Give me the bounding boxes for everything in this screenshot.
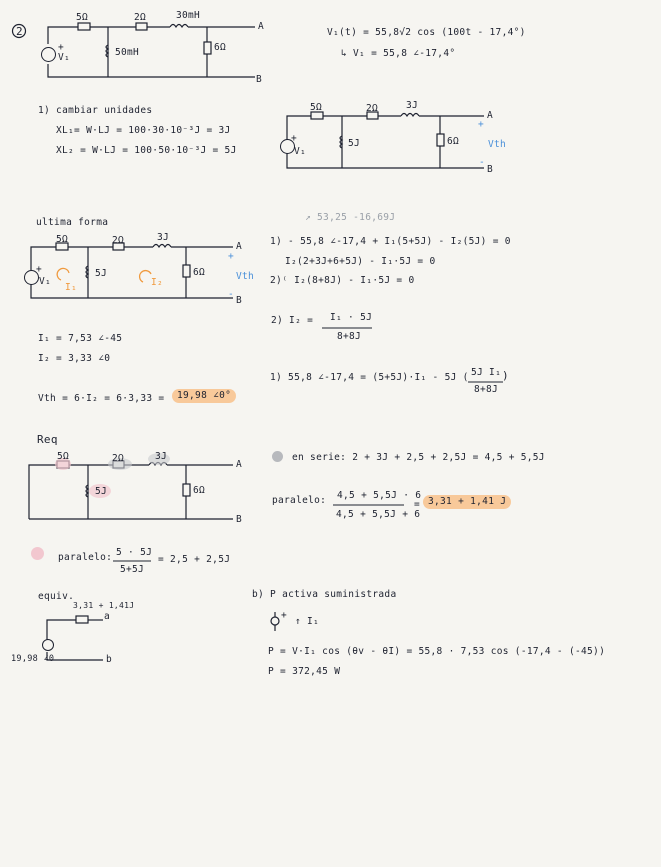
paralelo1-label: paralelo: (58, 552, 113, 563)
power-eq1: P = V·I₁ cos (θv - θI) = 55,8 · 7,53 cos (-17,4 - (-45)) (268, 646, 606, 657)
mesh-eq3-close: ) (502, 369, 509, 382)
u-vth-label: Vth (236, 271, 255, 282)
req-x2-label: 5J (95, 486, 108, 497)
power-eq2: P = 372,45 W (268, 666, 341, 677)
req-title: Req (37, 433, 58, 446)
result-i1: I₁ = 7,53 ∠-45 (38, 333, 123, 344)
mesh-eq2c-num: I₁ · 5J (330, 312, 373, 323)
equiv-title: equiv. (38, 591, 75, 602)
mesh-i1-arrow (57, 268, 69, 280)
c2-vth-label: Vth (488, 139, 507, 150)
power-title: b) P activa suministrada (252, 589, 397, 600)
c2-x1-label: 3J (406, 100, 419, 111)
equiv-node-a: a (104, 611, 111, 622)
pink-marker-dot (31, 547, 44, 560)
c2-r2-label: 2Ω (366, 103, 379, 114)
resistor-6-ohm (204, 42, 211, 54)
equiv-node-b: b (106, 654, 113, 665)
c2-node-b: B (487, 164, 494, 175)
u-node-a: A (236, 241, 243, 252)
result-vth-left: Vth = 6·I₂ = 6·3,33 = (38, 393, 165, 404)
req-node-a: A (236, 459, 243, 470)
paralelo1-result: = 2,5 + 2,5J (158, 554, 231, 565)
serie-text: en serie: 2 + 3J + 2,5 + 2,5J = 4,5 + 5,5J (292, 452, 545, 463)
u-plus-source: + (36, 264, 43, 275)
mesh-eq3-den: 8+8J (474, 384, 499, 395)
c2-plus-source: + (291, 133, 298, 144)
resistor-2-ohm (136, 23, 147, 30)
paralelo1-den: 5+5J (120, 564, 145, 575)
c1-node-a: A (258, 21, 265, 32)
u-i1-label: I₁ (65, 282, 78, 293)
u-x2-label: 5J (95, 268, 108, 279)
power-plus: + (281, 610, 288, 621)
circuit-equiv-wires (47, 616, 103, 660)
u-i2-label: I₂ (151, 277, 164, 288)
req-node-b: B (236, 514, 243, 525)
mesh-annotation: ↗ 53,25 -16,69J (305, 212, 396, 223)
power-source-symbol (271, 612, 279, 631)
c2-r1-label: 5Ω (310, 102, 323, 113)
u-minus: - (228, 289, 235, 300)
c2-source-label: V₁ (294, 146, 307, 157)
result-vth-value: 19,98 ∠0° (172, 389, 236, 403)
u-node-b: B (236, 295, 243, 306)
req-r3-label: 6Ω (193, 485, 206, 496)
c1-node-b: B (256, 74, 263, 85)
mesh-eq3-left: 1) 55,8 ∠-17,4 = (5+5J)·I₁ - 5J ( (270, 372, 469, 383)
req-x1-label: 3J (155, 451, 168, 462)
mesh-i2-arrow (140, 271, 151, 282)
req-r2-label: 2Ω (112, 453, 125, 464)
equiv-source: 19,98 ∠0 (11, 654, 55, 664)
c1-l2-label: 50mH (115, 47, 140, 58)
c2-minus: - (479, 157, 486, 168)
c2-node-a: A (487, 110, 494, 121)
mesh-eq2b: 2)⁽ I₂(8+8J) - I₁·5J = 0 (270, 275, 415, 286)
u-source-label: V₁ (39, 276, 52, 287)
c2-r3-label: 6Ω (447, 136, 460, 147)
fraction-lines (113, 328, 503, 561)
paralelo2-num: 4,5 + 5,5J · 6 (337, 490, 422, 501)
inductor-30mh (170, 25, 188, 28)
u-r1-label: 5Ω (56, 234, 69, 245)
c1-source-label: V₁ (58, 52, 71, 63)
source-eq-line2: ↳ V₁ = 55,8 ∠-17,4° (341, 48, 456, 59)
c2-x2-label: 5J (348, 138, 361, 149)
result-i2: I₂ = 3,33 ∠0 (38, 353, 111, 364)
c1-l1-label: 30mH (176, 10, 201, 21)
resistor-5-ohm (78, 23, 90, 30)
paralelo2-den: 4,5 + 5,5J + 6 (336, 509, 421, 520)
u-r2-label: 2Ω (112, 235, 125, 246)
u-plus: + (228, 251, 235, 262)
req-r1-label: 5Ω (57, 451, 70, 462)
c1-plus: + (58, 42, 65, 53)
paralelo1-num: 5 · 5J (116, 547, 153, 558)
equiv-source-circle (42, 639, 54, 651)
c1-r2-label: 2Ω (134, 12, 147, 23)
mesh-eq2a: I₂(2+3J+6+5J) - I₁·5J = 0 (285, 256, 436, 267)
mesh-eq1: 1) - 55,8 ∠-17,4 + I₁(5+5J) - I₂(5J) = 0 (270, 236, 511, 247)
mesh-eq3-num: 5J I₁ (471, 367, 502, 378)
c1-r3-label: 6Ω (214, 42, 227, 53)
gray-marker-dot (272, 451, 283, 462)
paralelo2-label: paralelo: (272, 495, 327, 506)
u-r3-label: 6Ω (193, 267, 206, 278)
mesh-eq2c-den: 8+8J (337, 331, 362, 342)
source-v1-circle (41, 47, 56, 62)
mesh-eq2c-label: 2) I₂ = (271, 315, 314, 326)
step1-xl1: XL₁= W·LJ = 100·30·10⁻³J = 3J (56, 125, 231, 136)
c2-plus: + (478, 119, 485, 130)
equiv-z: 3,31 + 1,41J (73, 601, 135, 610)
step1-title: 1) cambiar unidades (38, 105, 153, 116)
step1-xl2: XL₂ = W·LJ = 100·50·10⁻³J = 5J (56, 145, 237, 156)
c1-r1-label: 5Ω (76, 12, 89, 23)
problem-number: 2 (16, 25, 23, 38)
paralelo2-result: 3,31 + 1,41 J (423, 495, 511, 509)
power-arrow: ↑ I₁ (295, 616, 320, 627)
source-eq-line1: V₁(t) = 55,8√2 cos (100t - 17,4°) (327, 27, 526, 38)
ultima-title: ultima forma (36, 217, 109, 228)
paralelo2-eq: = (414, 499, 421, 510)
u-x1-label: 3J (157, 232, 170, 243)
